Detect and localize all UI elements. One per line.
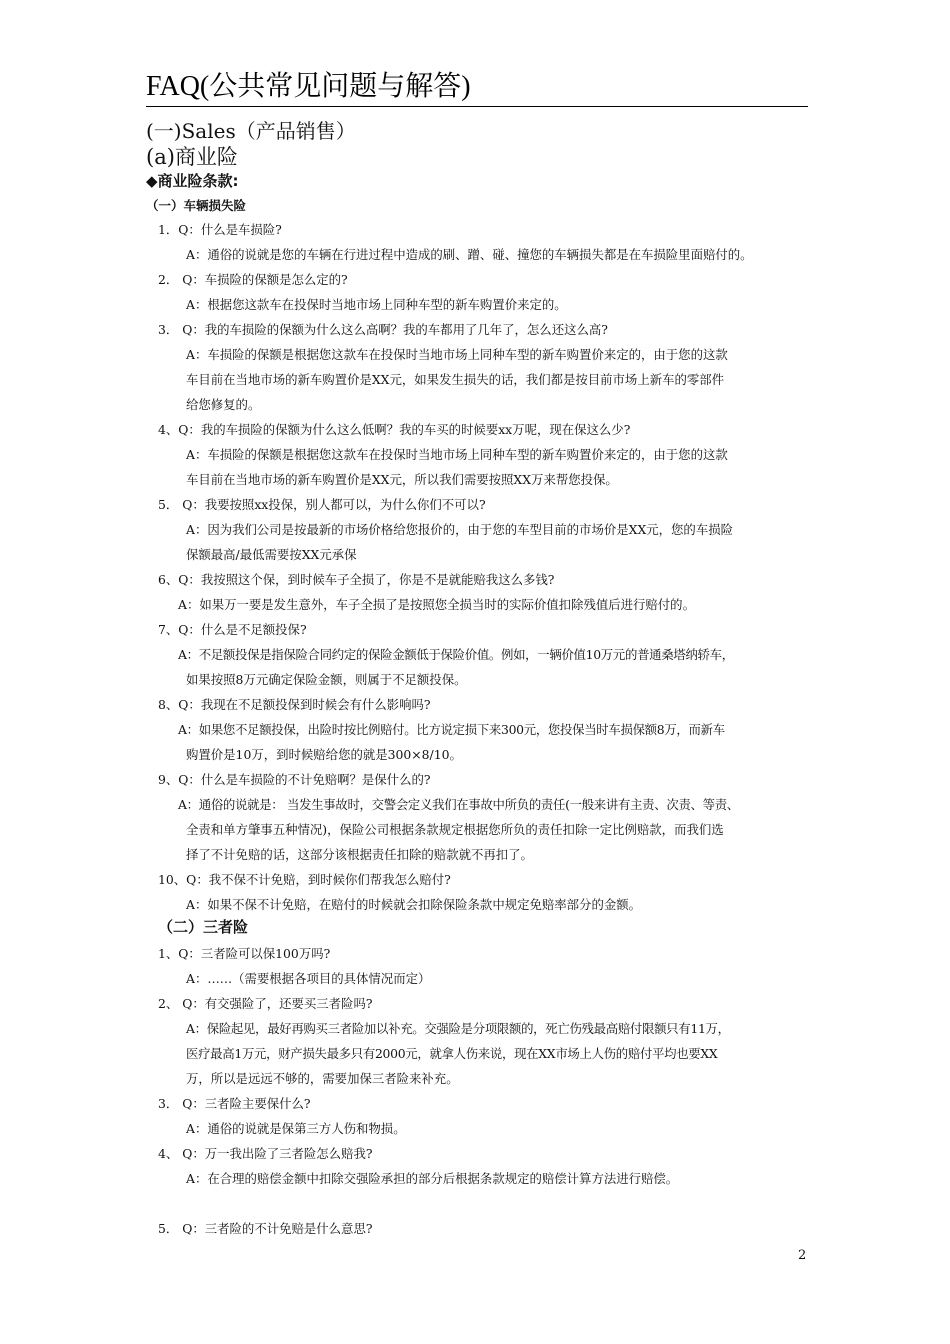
faq-question: 1、Q：三者险可以保100万吗?: [158, 946, 331, 961]
faq-question: 8、Q：我现在不足额投保到时候会有什么影响吗?: [158, 697, 431, 712]
title-underline: [146, 106, 808, 107]
faq-answer: A：不足额投保是指保险合同约定的保险金额低于保险价值。例如，一辆价值10万元的普通桑塔纳轿车，: [178, 647, 734, 662]
faq-answer: A：因为我们公司是按最新的市场价格给您报价的，由于您的车型目前的市场价是XX元，您的车损险: [186, 522, 733, 537]
faq-question: 2． Q：车损险的保额是怎么定的?: [158, 272, 348, 287]
faq-answer: A：通俗的说就是： 当发生事故时，交警会定义我们在事故中所负的责任(一般来讲有主责、次责、等责、: [178, 797, 739, 812]
faq-question: 7、Q：什么是不足额投保?: [158, 622, 307, 637]
faq-question: 4、 Q：万一我出险了三者险怎么赔我?: [158, 1146, 373, 1161]
faq-question: 5． Q：我要按照xx投保，别人都可以，为什么你们不可以?: [158, 497, 486, 512]
faq-answer: A：车损险的保额是根据您这款车在投保时当地市场上同种车型的新车购置价来定的，由于您的这款: [186, 447, 728, 462]
faq-question: 9、Q：什么是车损险的不计免赔啊？是保什么的?: [158, 772, 431, 787]
faq-answer: 全责和单方肇事五种情况)，保险公司根据条款规定根据您所负的责任扣除一定比例赔款，而我们选: [186, 822, 724, 837]
faq-answer: 购置价是10万，到时候赔给您的就是300×8/10。: [186, 747, 462, 762]
faq-question: 10、Q：我不保不计免赔，到时候你们帮我怎么赔付?: [158, 872, 451, 887]
faq-answer: A：……（需要根据各项目的具体情况而定）: [186, 971, 431, 986]
page-number: 2: [798, 1248, 807, 1263]
faq-question: 6、Q：我按照这个保，到时候车子全损了，你是不是就能赔我这么多钱?: [158, 572, 555, 587]
page-title: FAQ(公共常见问题与解答): [146, 71, 471, 102]
subsection-heading-third-party: （二）三者险: [158, 918, 249, 936]
faq-answer: A：在合理的赔偿金额中扣除交强险承担的部分后根据条款规定的赔偿计算方法进行赔偿。: [186, 1171, 679, 1186]
faq-answer: 给您修复的。: [186, 397, 261, 412]
faq-question: 3． Q：三者险主要保什么?: [158, 1096, 311, 1111]
faq-answer: A：通俗的说就是您的车辆在行进过程中造成的刷、蹭、碰、撞您的车辆损失都是在车损险里面赔付的。: [186, 247, 753, 262]
faq-answer: 医疗最高1万元，财产损失最多只有2000元，就拿人伤来说，现在XX市场上人伤的赔付平均也要XX: [186, 1046, 718, 1061]
faq-answer: 择了不计免赔的话，这部分该根据责任扣除的赔款就不再扣了。: [186, 847, 533, 862]
faq-answer: A：如果您不足额投保，出险时按比例赔付。比方说定损下来300元，您投保当时车损保额8万，而新车: [178, 722, 725, 737]
subsection-heading-vehicle-damage: （一）车辆损失险: [146, 198, 247, 213]
faq-answer: A：如果万一要是发生意外，车子全损了是按照您全损当时的实际价值扣除残值后进行赔付的。: [178, 597, 695, 612]
faq-answer: A：车损险的保额是根据您这款车在投保时当地市场上同种车型的新车购置价来定的，由于您的这款: [186, 347, 728, 362]
faq-question: 5． Q：三者险的不计免赔是什么意思?: [158, 1221, 373, 1236]
faq-answer: 如果按照8万元确定保险金额，则属于不足额投保。: [186, 672, 467, 687]
faq-answer: A：保险起见，最好再购买三者险加以补充。交强险是分项限额的，死亡伤残最高赔付限额只有11万，: [186, 1021, 730, 1036]
faq-answer: 保额最高/最低需要按XX元承保: [186, 547, 357, 562]
faq-answer: 万，所以是远远不够的，需要加保三者险来补充。: [186, 1071, 459, 1086]
faq-question: 4、Q：我的车损险的保额为什么这么低啊？我的车买的时候要xx万呢，现在保这么少?: [158, 422, 631, 437]
section-heading-commercial: (a)商业险: [146, 145, 238, 169]
faq-answer: 车目前在当地市场的新车购置价是XX元，如果发生损失的话，我们都是按目前市场上新车的零部件: [186, 372, 725, 387]
section-heading-sales: (一)Sales（产品销售）: [146, 119, 356, 143]
faq-question: 2、 Q：有交强险了，还要买三者险吗?: [158, 996, 373, 1011]
faq-answer: A：如果不保不计免赔，在赔付的时候就会扣除保险条款中规定免赔率部分的金额。: [186, 897, 642, 912]
faq-answer: A：通俗的说就是保第三方人伤和物损。: [186, 1121, 406, 1136]
faq-answer: A：根据您这款车在投保时当地市场上同种车型的新车购置价来定的。: [186, 297, 567, 312]
faq-question: 3． Q：我的车损险的保额为什么这么高啊？我的车都用了几年了，怎么还这么高?: [158, 322, 608, 337]
section-heading-clauses: ◆商业险条款:: [146, 172, 239, 190]
faq-question: 1．Q：什么是车损险?: [158, 222, 282, 237]
faq-answer: 车目前在当地市场的新车购置价是XX元，所以我们需要按照XX万来帮您投保。: [186, 472, 618, 487]
